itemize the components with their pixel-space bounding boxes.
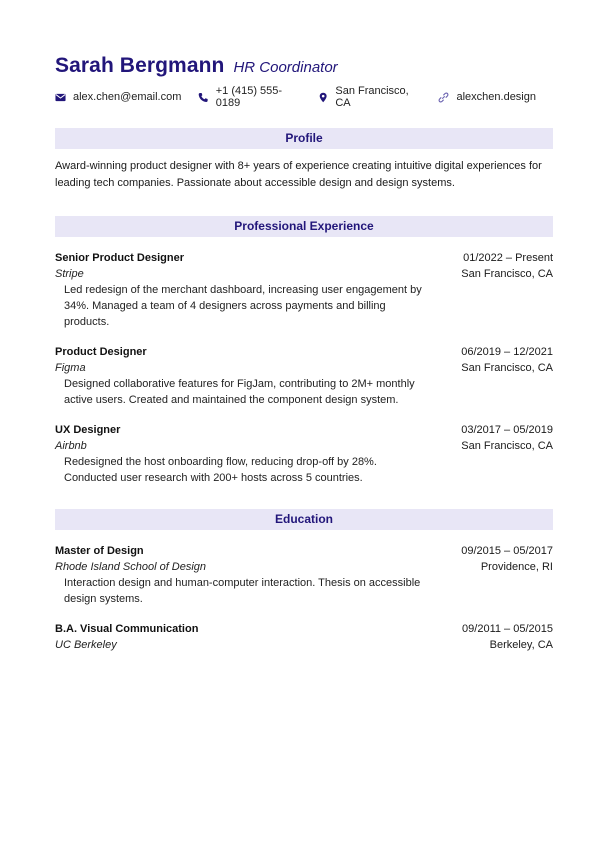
entry-location: San Francisco, CA — [461, 268, 553, 280]
entry-location: Berkeley, CA — [489, 639, 553, 651]
entry-title: Product Designer — [55, 346, 147, 358]
location-pin-icon — [318, 92, 328, 103]
entry-organization: Figma — [55, 362, 86, 374]
email-text: alex.chen@email.com — [73, 91, 182, 103]
website-text: alexchen.design — [456, 91, 536, 103]
education-entry — [55, 543, 553, 607]
education-heading: Education — [55, 509, 553, 530]
phone-icon — [198, 92, 208, 103]
person-name: Sarah Bergmann — [55, 54, 225, 77]
location-text: San Francisco, CA — [335, 85, 409, 109]
entry-dates: 01/2022 – Present — [463, 252, 553, 264]
contact-phone[interactable] — [198, 85, 301, 109]
phone-text: +1 (415) 555-0189 — [215, 85, 283, 109]
entry-title: UX Designer — [55, 424, 121, 436]
contact-email[interactable] — [55, 91, 181, 103]
entry-title: Senior Product Designer — [55, 252, 184, 264]
entry-title: B.A. Visual Communication — [55, 623, 199, 635]
entry-location: San Francisco, CA — [461, 362, 553, 374]
experience-entry — [55, 422, 553, 486]
entry-location: San Francisco, CA — [461, 440, 553, 452]
entry-organization: Rhode Island School of Design — [55, 561, 207, 573]
entry-organization: Stripe — [55, 268, 84, 280]
entry-organization: UC Berkeley — [55, 639, 117, 651]
contact-bar — [55, 85, 553, 109]
entry-description: Redesigned the host onboarding flow, reducing drop-off by 28%. Conducted user research with 200+ hosts across 5 countries. — [64, 456, 377, 484]
entry-description: Led redesign of the merchant dashboard, increasing user engagement by 34%. Managed a team of 4 designers across payments and billing products. — [64, 284, 422, 328]
entry-description: Interaction design and human-computer interaction. Thesis on accessible design systems. — [64, 577, 421, 605]
entry-location: Providence, RI — [480, 561, 553, 573]
envelope-icon — [55, 92, 66, 103]
experience-entry — [55, 344, 553, 408]
entry-organization: Airbnb — [55, 440, 87, 452]
entry-title: Master of Design — [55, 545, 144, 557]
header — [55, 54, 553, 80]
profile-summary: Award-winning product designer with 8+ years of experience creating intuitive digital experiences for leading tech companies. Passionate about accessible design and design systems. — [55, 160, 542, 189]
experience-entry — [55, 250, 553, 330]
profile-heading: Profile — [55, 128, 553, 149]
entry-dates: 06/2019 – 12/2021 — [461, 346, 553, 358]
education-entry — [55, 621, 553, 653]
entry-description: Designed collaborative features for FigJam, contributing to 2M+ monthly active users. Created and maintained the component design system. — [64, 378, 415, 406]
entry-dates: 09/2011 – 05/2015 — [462, 623, 553, 635]
resume-page — [55, 54, 553, 653]
job-title: HR Coordinator — [233, 59, 338, 76]
contact-website[interactable] — [438, 91, 536, 103]
link-icon — [438, 92, 449, 103]
experience-heading: Professional Experience — [55, 216, 553, 237]
entry-dates: 09/2015 – 05/2017 — [461, 545, 553, 557]
entry-dates: 03/2017 – 05/2019 — [461, 424, 553, 436]
contact-location — [318, 85, 421, 109]
